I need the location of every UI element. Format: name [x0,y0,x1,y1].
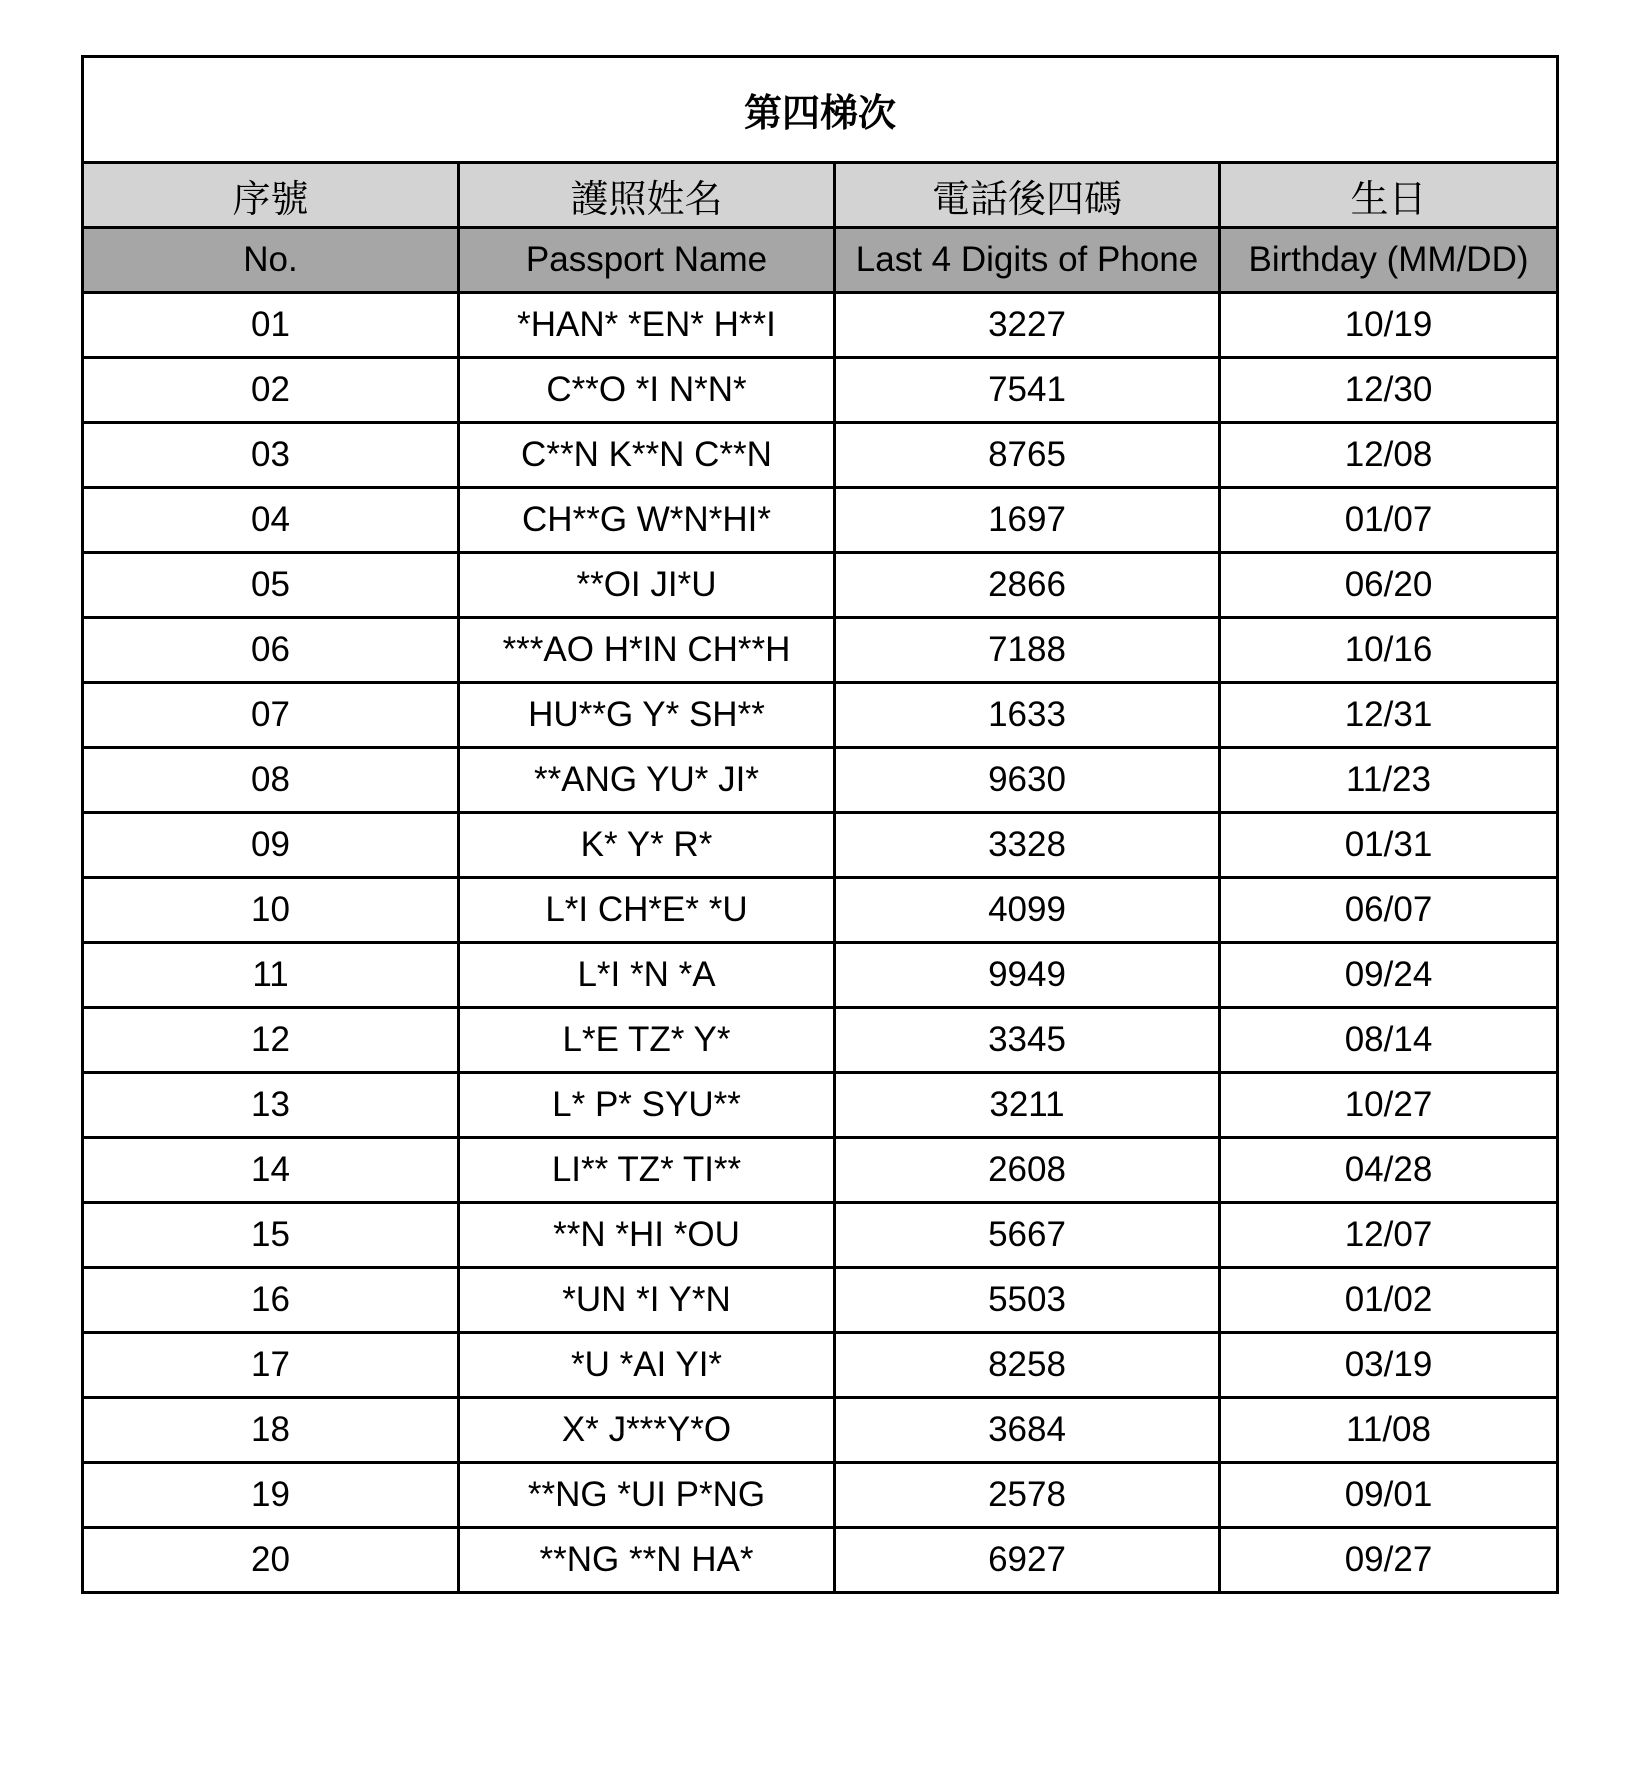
cell-passport-name: *U *AI YI* [459,1333,835,1398]
table-row [83,1203,1558,1268]
table-row [83,878,1558,943]
cell-passport-name: HU**G Y* SH** [459,683,835,748]
table-row [83,1333,1558,1398]
table-title: 第四梯次 [83,57,1558,163]
table-row [83,813,1558,878]
cell-birthday: 11/08 [1220,1398,1558,1463]
table-row [83,423,1558,488]
cell-birthday: 04/28 [1220,1138,1558,1203]
cell-phone-last4: 3211 [835,1073,1220,1138]
cell-birthday: 01/02 [1220,1268,1558,1333]
cell-birthday: 12/31 [1220,683,1558,748]
table-row [83,1268,1558,1333]
cell-phone-last4: 5503 [835,1268,1220,1333]
cell-no: 14 [83,1138,459,1203]
cell-no: 12 [83,1008,459,1073]
cell-phone-last4: 3328 [835,813,1220,878]
cell-passport-name: **ANG YU* JI* [459,748,835,813]
cell-passport-name: **OI JI*U [459,553,835,618]
cell-no: 04 [83,488,459,553]
table-row [83,1528,1558,1593]
cell-passport-name: K* Y* R* [459,813,835,878]
table-row [83,1138,1558,1203]
table-row [83,553,1558,618]
cell-no: 15 [83,1203,459,1268]
cell-phone-last4: 5667 [835,1203,1220,1268]
cell-no: 18 [83,1398,459,1463]
cell-phone-last4: 7541 [835,358,1220,423]
header-zh-phone: 電話後四碼 [835,163,1220,228]
table-row [83,1463,1558,1528]
cell-phone-last4: 6927 [835,1528,1220,1593]
cell-no: 06 [83,618,459,683]
cell-passport-name: L* P* SYU** [459,1073,835,1138]
cell-passport-name: L*I CH*E* *U [459,878,835,943]
cell-passport-name: **NG **N HA* [459,1528,835,1593]
cell-no: 02 [83,358,459,423]
cell-no: 07 [83,683,459,748]
cell-passport-name: C**O *I N*N* [459,358,835,423]
cell-no: 19 [83,1463,459,1528]
cell-birthday: 10/27 [1220,1073,1558,1138]
cell-phone-last4: 2578 [835,1463,1220,1528]
header-en-phone: Last 4 Digits of Phone [835,228,1220,293]
header-zh-name: 護照姓名 [459,163,835,228]
cell-birthday: 08/14 [1220,1008,1558,1073]
cell-no: 09 [83,813,459,878]
cell-birthday: 03/19 [1220,1333,1558,1398]
cell-birthday: 09/27 [1220,1528,1558,1593]
header-en-birthday: Birthday (MM/DD) [1220,228,1558,293]
cell-birthday: 12/07 [1220,1203,1558,1268]
cell-phone-last4: 3227 [835,293,1220,358]
cell-passport-name: **N *HI *OU [459,1203,835,1268]
cell-no: 03 [83,423,459,488]
table-row [83,488,1558,553]
cell-birthday: 11/23 [1220,748,1558,813]
header-row-english [83,228,1558,293]
table-row [83,293,1558,358]
cell-no: 11 [83,943,459,1008]
cell-no: 05 [83,553,459,618]
cell-birthday: 10/19 [1220,293,1558,358]
cell-phone-last4: 8258 [835,1333,1220,1398]
cell-passport-name: CH**G W*N*HI* [459,488,835,553]
header-row-chinese [83,163,1558,228]
header-en-no: No. [83,228,459,293]
cell-birthday: 09/01 [1220,1463,1558,1528]
table-row [83,748,1558,813]
cell-no: 17 [83,1333,459,1398]
cell-passport-name: LI** TZ* TI** [459,1138,835,1203]
cell-birthday: 01/07 [1220,488,1558,553]
cell-phone-last4: 7188 [835,618,1220,683]
cell-no: 01 [83,293,459,358]
cell-birthday: 01/31 [1220,813,1558,878]
cell-no: 10 [83,878,459,943]
cell-birthday: 09/24 [1220,943,1558,1008]
roster-table [81,55,1559,1594]
table-row [83,943,1558,1008]
cell-phone-last4: 1697 [835,488,1220,553]
cell-phone-last4: 2866 [835,553,1220,618]
table-row [83,1398,1558,1463]
roster-table-container [81,55,1556,1594]
header-zh-birthday: 生日 [1220,163,1558,228]
table-title-row [83,57,1558,163]
cell-phone-last4: 9630 [835,748,1220,813]
cell-passport-name: **NG *UI P*NG [459,1463,835,1528]
cell-passport-name: L*E TZ* Y* [459,1008,835,1073]
cell-birthday: 06/07 [1220,878,1558,943]
cell-no: 13 [83,1073,459,1138]
cell-no: 20 [83,1528,459,1593]
cell-birthday: 12/30 [1220,358,1558,423]
cell-no: 16 [83,1268,459,1333]
cell-phone-last4: 1633 [835,683,1220,748]
table-row [83,618,1558,683]
cell-phone-last4: 4099 [835,878,1220,943]
cell-passport-name: L*I *N *A [459,943,835,1008]
cell-phone-last4: 3684 [835,1398,1220,1463]
table-row [83,683,1558,748]
cell-phone-last4: 2608 [835,1138,1220,1203]
cell-phone-last4: 9949 [835,943,1220,1008]
cell-passport-name: *UN *I Y*N [459,1268,835,1333]
cell-birthday: 12/08 [1220,423,1558,488]
cell-birthday: 06/20 [1220,553,1558,618]
cell-passport-name: C**N K**N C**N [459,423,835,488]
cell-no: 08 [83,748,459,813]
cell-phone-last4: 3345 [835,1008,1220,1073]
cell-passport-name: ***AO H*IN CH**H [459,618,835,683]
cell-birthday: 10/16 [1220,618,1558,683]
cell-passport-name: X* J***Y*O [459,1398,835,1463]
table-row [83,358,1558,423]
header-zh-no: 序號 [83,163,459,228]
header-en-name: Passport Name [459,228,835,293]
cell-passport-name: *HAN* *EN* H**I [459,293,835,358]
table-row [83,1008,1558,1073]
table-row [83,1073,1558,1138]
cell-phone-last4: 8765 [835,423,1220,488]
